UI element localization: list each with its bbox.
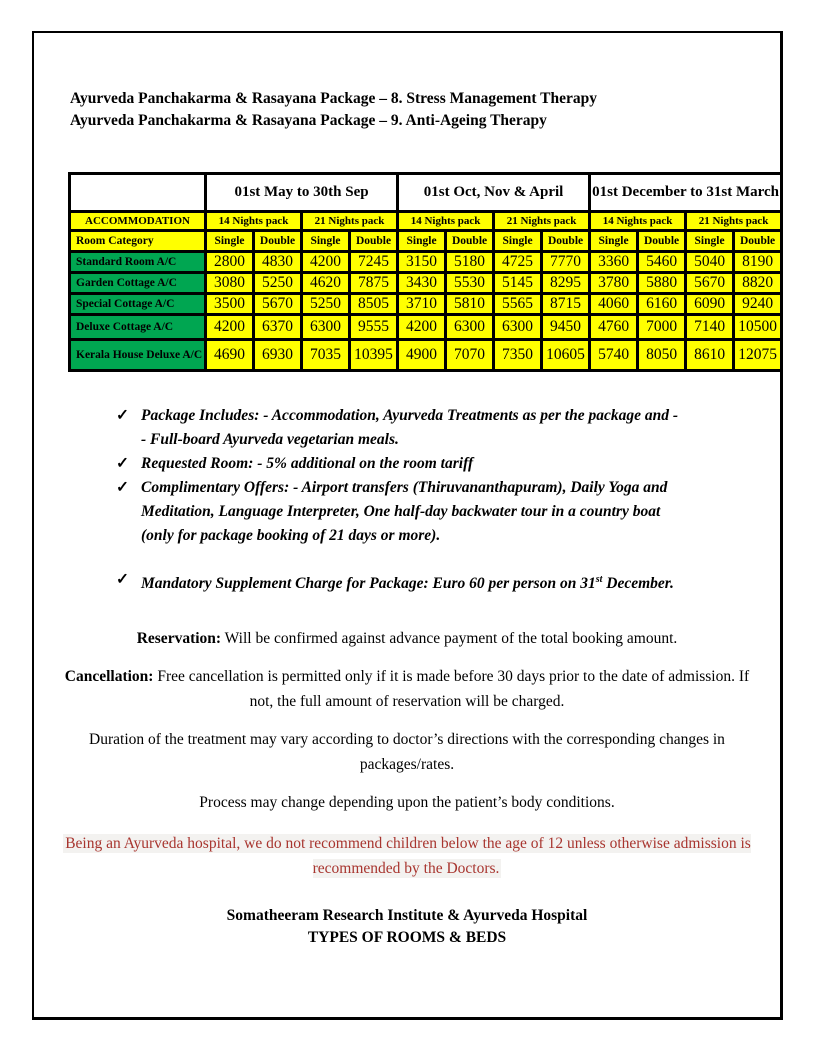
section-title-types-of-rooms: TYPES OF ROOMS & BEDS bbox=[307, 929, 507, 947]
room-category-header: Room Category bbox=[70, 231, 206, 252]
room-label: Kerala House Deluxe A/C bbox=[70, 340, 206, 371]
list-item-requested-room bbox=[116, 452, 702, 476]
room-label: Special Cottage A/C bbox=[70, 294, 206, 315]
packs-header-row bbox=[70, 212, 782, 231]
duration-note: Duration of the treatment may vary according to doctor’s directions with the corresponding changes in packages/rates. bbox=[89, 731, 725, 774]
table-row-deluxe-cottage bbox=[70, 315, 782, 340]
pack-header: 14 Nights pack bbox=[590, 212, 686, 231]
rate-cell: 8190 bbox=[734, 252, 782, 273]
check-icon: ✓ bbox=[116, 407, 129, 424]
rate-cell: 6300 bbox=[446, 315, 494, 340]
list-item-mandatory-supplement bbox=[116, 568, 702, 596]
rate-cell: 3780 bbox=[590, 273, 638, 294]
reservation-text: Will be confirmed against advance payment of the total booking amount. bbox=[221, 630, 678, 648]
season-header-row bbox=[70, 174, 782, 212]
room-label: Deluxe Cottage A/C bbox=[70, 315, 206, 340]
rate-cell: 4725 bbox=[494, 252, 542, 273]
rate-cell: 5040 bbox=[686, 252, 734, 273]
note-line: December. bbox=[602, 575, 674, 593]
rate-cell: 9450 bbox=[542, 315, 590, 340]
rate-cell: 4900 bbox=[398, 340, 446, 371]
rate-cell: 7035 bbox=[302, 340, 350, 371]
check-icon: ✓ bbox=[116, 479, 129, 496]
rates-table bbox=[68, 172, 783, 372]
note-line: Complimentary Offers: - Airport transfers (Thiruvananthapuram), Daily Yoga and bbox=[141, 479, 668, 496]
rate-cell: 5670 bbox=[686, 273, 734, 294]
table-corner-cell bbox=[70, 174, 206, 212]
rate-cell: 3360 bbox=[590, 252, 638, 273]
footer-headings bbox=[34, 905, 780, 949]
rate-cell: 5460 bbox=[638, 252, 686, 273]
rate-cell: 5250 bbox=[254, 273, 302, 294]
rate-cell: 6090 bbox=[686, 294, 734, 315]
season-header-dec-mar: 01st December to 31st March bbox=[590, 174, 782, 212]
pack-header: 14 Nights pack bbox=[398, 212, 494, 231]
rate-cell: 12075 bbox=[734, 340, 782, 371]
rate-cell: 8820 bbox=[734, 273, 782, 294]
rate-cell: 3500 bbox=[206, 294, 254, 315]
note-text bbox=[141, 476, 702, 548]
list-item-complimentary-offers bbox=[116, 476, 702, 548]
pack-header: 21 Nights pack bbox=[686, 212, 782, 231]
rate-cell: 3710 bbox=[398, 294, 446, 315]
rate-cell: 4200 bbox=[398, 315, 446, 340]
rate-cell: 5670 bbox=[254, 294, 302, 315]
reservation-label: Reservation: bbox=[136, 630, 222, 648]
table-row-special-cottage bbox=[70, 294, 782, 315]
note-line: - Full-board Ayurveda vegetarian meals. bbox=[141, 431, 399, 448]
rate-cell: 10395 bbox=[350, 340, 398, 371]
page-border-frame bbox=[32, 31, 783, 1020]
rate-cell: 5180 bbox=[446, 252, 494, 273]
table-row-kerala-house-deluxe bbox=[70, 340, 782, 371]
rate-cell: 8715 bbox=[542, 294, 590, 315]
table-row-standard-room bbox=[70, 252, 782, 273]
rate-cell: 8050 bbox=[638, 340, 686, 371]
rate-cell: 6300 bbox=[494, 315, 542, 340]
rate-cell: 5145 bbox=[494, 273, 542, 294]
pack-header: 21 Nights pack bbox=[302, 212, 398, 231]
rate-cell: 4200 bbox=[206, 315, 254, 340]
note-line: Meditation, Language Interpreter, One half-day backwater tour in a country boat bbox=[141, 503, 661, 520]
occupancy-header: Single bbox=[590, 231, 638, 252]
rate-cell: 6160 bbox=[638, 294, 686, 315]
occupancy-header: Single bbox=[494, 231, 542, 252]
rate-cell: 2800 bbox=[206, 252, 254, 273]
rate-cell: 4620 bbox=[302, 273, 350, 294]
rate-cell: 8610 bbox=[686, 340, 734, 371]
rate-cell: 7000 bbox=[638, 315, 686, 340]
season-header-oct-nov-apr: 01st Oct, Nov & April bbox=[398, 174, 590, 212]
occupancy-header: Single bbox=[398, 231, 446, 252]
rate-cell: 6300 bbox=[302, 315, 350, 340]
cancellation-label: Cancellation: bbox=[64, 668, 154, 686]
occupancy-header: Single bbox=[302, 231, 350, 252]
note-text bbox=[141, 452, 702, 476]
rate-cell: 5250 bbox=[302, 294, 350, 315]
rate-cell: 7350 bbox=[494, 340, 542, 371]
check-icon: ✓ bbox=[116, 571, 129, 588]
note-line: Package Includes: - Accommodation, Ayurveda Treatments as per the package and - bbox=[141, 407, 678, 424]
rate-cell: 5565 bbox=[494, 294, 542, 315]
occupancy-header: Single bbox=[686, 231, 734, 252]
rate-cell: 6370 bbox=[254, 315, 302, 340]
document-titles bbox=[70, 88, 780, 131]
rate-cell: 7770 bbox=[542, 252, 590, 273]
rate-cell: 4200 bbox=[302, 252, 350, 273]
rate-cell: 7875 bbox=[350, 273, 398, 294]
cancellation-note bbox=[62, 664, 752, 714]
note-text bbox=[141, 404, 702, 452]
rate-cell: 5530 bbox=[446, 273, 494, 294]
accommodation-header: ACCOMMODATION bbox=[70, 212, 206, 231]
occupancy-header: Double bbox=[542, 231, 590, 252]
occupancy-header-row bbox=[70, 231, 782, 252]
rate-cell: 10500 bbox=[734, 315, 782, 340]
rate-cell: 5740 bbox=[590, 340, 638, 371]
rate-cell: 7070 bbox=[446, 340, 494, 371]
note-line: (only for package booking of 21 days or more). bbox=[141, 527, 441, 544]
occupancy-header: Double bbox=[638, 231, 686, 252]
rate-cell: 10605 bbox=[542, 340, 590, 371]
organization-name: Somatheeram Research Institute & Ayurveda Hospital bbox=[226, 907, 588, 925]
policy-paragraphs bbox=[34, 626, 780, 881]
occupancy-header: Double bbox=[350, 231, 398, 252]
rate-cell: 7245 bbox=[350, 252, 398, 273]
children-warning-note bbox=[62, 831, 752, 881]
note-text bbox=[141, 568, 702, 596]
reservation-note bbox=[62, 626, 752, 651]
rate-cell: 4830 bbox=[254, 252, 302, 273]
rate-cell: 3080 bbox=[206, 273, 254, 294]
rate-cell: 8505 bbox=[350, 294, 398, 315]
occupancy-header: Double bbox=[254, 231, 302, 252]
rate-cell: 8295 bbox=[542, 273, 590, 294]
rate-cell: 3150 bbox=[398, 252, 446, 273]
check-icon: ✓ bbox=[116, 455, 129, 472]
room-label: Garden Cottage A/C bbox=[70, 273, 206, 294]
rate-cell: 5810 bbox=[446, 294, 494, 315]
rate-cell: 9240 bbox=[734, 294, 782, 315]
pack-header: 21 Nights pack bbox=[494, 212, 590, 231]
room-label: Standard Room A/C bbox=[70, 252, 206, 273]
package-title-anti-ageing: Ayurveda Panchakarma & Rasayana Package – 9. Anti-Ageing Therapy bbox=[70, 111, 547, 129]
package-title-stress-management: Ayurveda Panchakarma & Rasayana Package – 8. Stress Management Therapy bbox=[70, 90, 597, 107]
note-line: Requested Room: - 5% additional on the room tariff bbox=[141, 455, 474, 472]
occupancy-header: Double bbox=[446, 231, 494, 252]
rate-cell: 3430 bbox=[398, 273, 446, 294]
note-line: Mandatory Supplement Charge for Package: Euro 60 per person on 31 bbox=[141, 575, 596, 593]
table-row-garden-cottage bbox=[70, 273, 782, 294]
rate-cell: 4760 bbox=[590, 315, 638, 340]
rate-cell: 4690 bbox=[206, 340, 254, 371]
list-item-package-includes bbox=[116, 404, 702, 452]
rate-cell: 5880 bbox=[638, 273, 686, 294]
ordinal-superscript: st bbox=[595, 574, 603, 585]
rate-cell: 4060 bbox=[590, 294, 638, 315]
cancellation-text: Free cancellation is permitted only if it is made before 30 days prior to the date of admission. If not, the full amount of reservation will be charged. bbox=[153, 668, 750, 711]
rate-cell: 7140 bbox=[686, 315, 734, 340]
rate-cell: 6930 bbox=[254, 340, 302, 371]
occupancy-header: Double bbox=[734, 231, 782, 252]
occupancy-header: Single bbox=[206, 231, 254, 252]
season-header-may-sep: 01st May to 30th Sep bbox=[206, 174, 398, 212]
children-warning-text: Being an Ayurveda hospital, we do not recommend children below the age of 12 unless otherwise admission is recommended by the Doctors. bbox=[65, 835, 751, 878]
pack-header: 14 Nights pack bbox=[206, 212, 302, 231]
rate-cell: 9555 bbox=[350, 315, 398, 340]
package-notes-list bbox=[116, 404, 702, 596]
process-note: Process may change depending upon the patient’s body conditions. bbox=[199, 794, 615, 812]
